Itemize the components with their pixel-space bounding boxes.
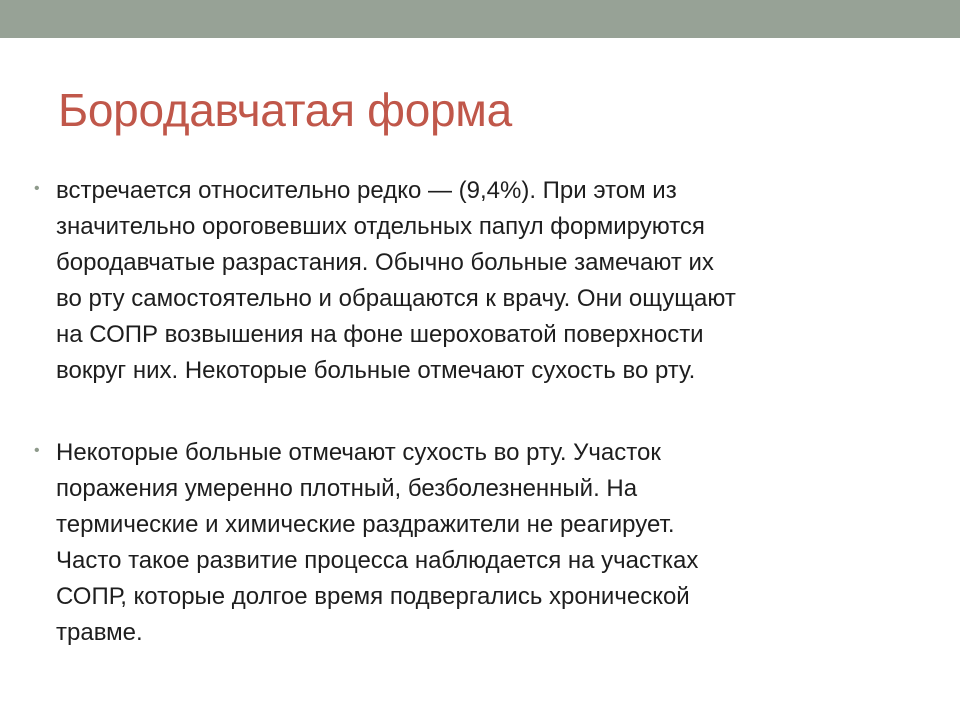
bullet-text-line: во рту самостоятельно и обращаются к врачу. Они ощущают	[56, 285, 736, 312]
bullet-text-line: травме.	[56, 619, 143, 646]
bullet-marker-icon: •	[34, 180, 40, 197]
bullet-text-line: Некоторые больные отмечают сухость во рту. Участок	[56, 439, 661, 466]
bullet-item-2	[34, 435, 914, 651]
bullet-text-line: на СОПР возвышения на фоне шероховатой поверхности	[56, 321, 704, 348]
bullet-text-line: Часто такое развитие процесса наблюдается на участках	[56, 547, 699, 574]
top-accent-bar	[0, 0, 960, 38]
bullet-text-line: значительно ороговевших отдельных папул формируются	[56, 213, 705, 240]
bullet-text-line: СОПР, которые долгое время подвергались хронической	[56, 583, 690, 610]
bullet-text-line: вокруг них. Некоторые больные отмечают сухость во рту.	[56, 357, 696, 384]
bullet-text-line: встречается относительно редко — (9,4%). При этом из	[56, 177, 677, 204]
bullet-marker-icon: •	[34, 442, 40, 459]
slide-title: Бородавчатая форма	[58, 84, 512, 136]
bullet-item-1	[34, 173, 914, 389]
bullet-text-line: бородавчатые разрастания. Обычно больные замечают их	[56, 249, 714, 276]
bullet-text-line: поражения умеренно плотный, безболезненный. На	[56, 475, 638, 502]
bullet-text-line: термические и химические раздражители не реагирует.	[56, 511, 675, 538]
bullet-list	[34, 173, 914, 651]
